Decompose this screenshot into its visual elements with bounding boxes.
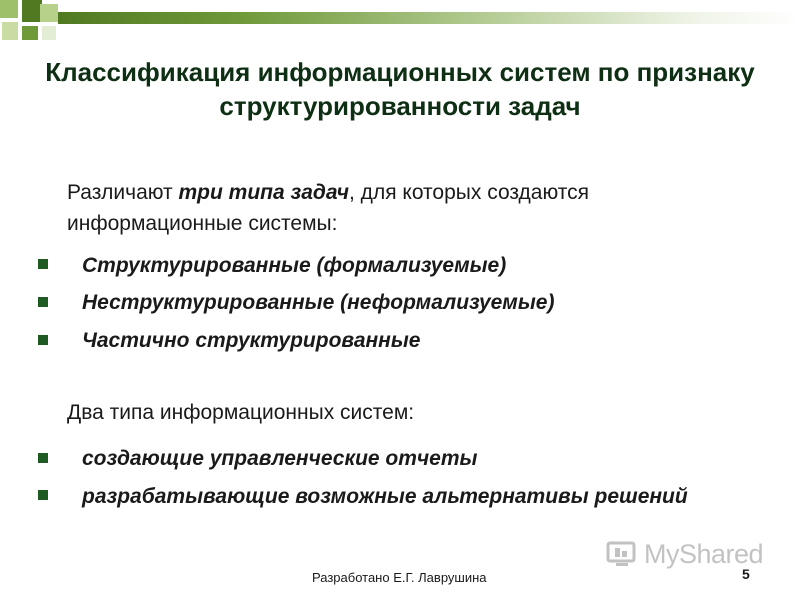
slide-title: Классификация информационных систем по признаку структурированности задач <box>45 57 755 121</box>
task-type-item <box>67 325 757 356</box>
header-square-4 <box>2 22 18 40</box>
square-bullet-icon <box>38 335 48 345</box>
header-square-1 <box>0 0 18 18</box>
task-type-label: Неструктурированные (неформализуемые) <box>82 291 555 314</box>
myshared-logo-icon <box>606 539 640 569</box>
task-type-item <box>67 250 757 281</box>
system-type-label: разрабатывающие возможные альтернативы решений <box>82 485 688 508</box>
system-type-item <box>67 481 757 512</box>
header-square-2 <box>22 0 42 22</box>
systems-heading: Два типа информационных систем: <box>67 401 415 424</box>
task-type-item <box>67 287 757 318</box>
page-number: 5 <box>742 566 750 582</box>
system-type-item <box>67 443 757 474</box>
watermark-text: MyShared <box>644 538 764 569</box>
header-square-6 <box>42 26 56 40</box>
header-gradient-bar <box>58 12 800 24</box>
square-bullet-icon <box>38 490 48 500</box>
intro-prefix: Различают <box>67 181 179 204</box>
intro-suffix: , для которых создаются информационные системы: <box>67 181 590 235</box>
task-type-label: Частично структурированные <box>82 329 421 352</box>
system-type-label: создающие управленческие отчеты <box>82 447 478 470</box>
intro-text <box>67 177 757 239</box>
header-square-3 <box>40 4 58 22</box>
square-bullet-icon <box>38 453 48 463</box>
task-type-label: Структурированные (формализуемые) <box>82 254 507 277</box>
header-square-5 <box>22 26 38 40</box>
square-bullet-icon <box>38 259 48 269</box>
footer-author: Разработано Е.Г. Лаврушина <box>312 570 487 585</box>
square-bullet-icon <box>38 297 48 307</box>
intro-emphasis: три типа задач <box>178 181 350 204</box>
